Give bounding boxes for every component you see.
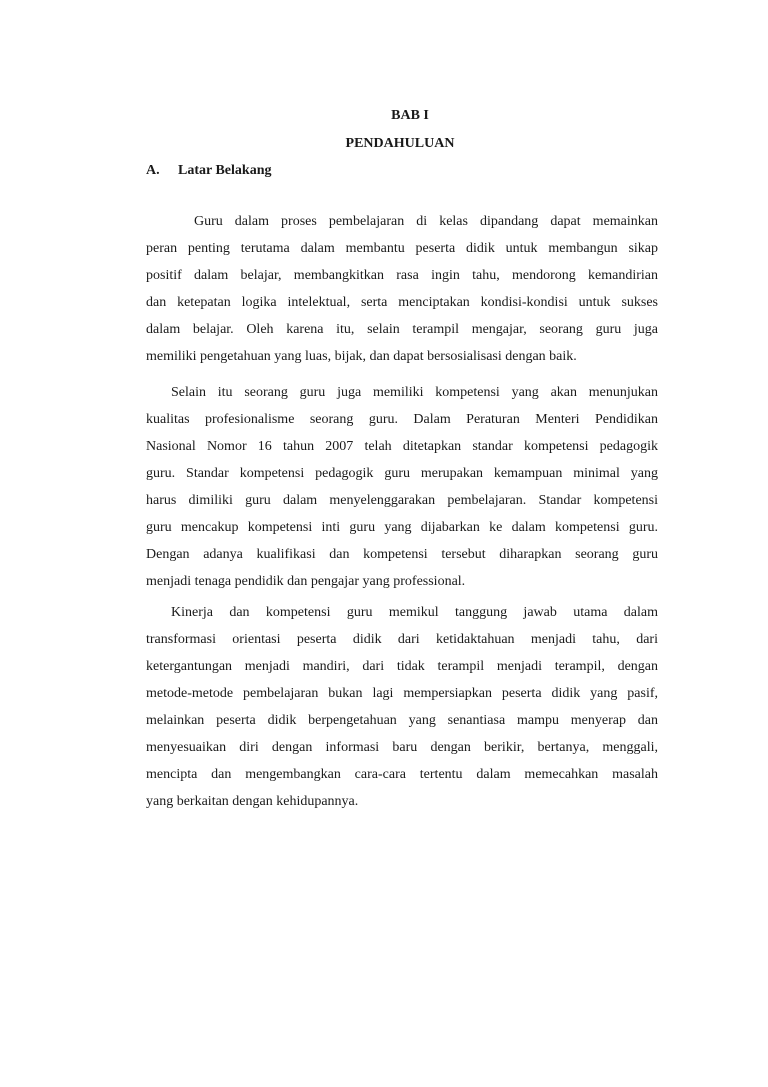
- paragraph-3: [146, 599, 658, 815]
- paragraph-line: Selain itu seorang guru juga memiliki kompetensi yang akan menunjukan: [171, 385, 658, 400]
- paragraph-1: [146, 208, 658, 370]
- paragraph-line: Guru dalam proses pembelajaran di kelas dipandang dapat memainkan: [194, 214, 658, 229]
- paragraph-line: yang berkaitan dengan kehidupannya.: [146, 794, 359, 809]
- section-number: A.: [146, 163, 160, 178]
- paragraph-line: harus dimiliki guru dalam menyelenggarakan pembelajaran. Standar kompetensi: [146, 493, 658, 508]
- chapter-title: PENDAHULUAN: [345, 136, 455, 151]
- paragraph-line: Kinerja dan kompetensi guru memikul tanggung jawab utama dalam: [171, 605, 658, 620]
- paragraph-line: positif dalam belajar, membangkitkan rasa ingin tahu, mendorong kemandirian: [146, 268, 658, 283]
- paragraph-line: guru mencakup kompetensi inti guru yang dijabarkan ke dalam kompetensi guru.: [146, 520, 658, 535]
- paragraph-line: ketergantungan menjadi mandiri, dari tidak terampil menjadi terampil, dengan: [146, 659, 658, 674]
- paragraph-line: menjadi tenaga pendidik dan pengajar yang professional.: [146, 574, 466, 589]
- paragraph-line: metode-metode pembelajaran bukan lagi mempersiapkan peserta didik yang pasif,: [146, 686, 658, 701]
- paragraph-line: dalam belajar. Oleh karena itu, selain terampil mengajar, seorang guru juga: [146, 322, 658, 337]
- section-title: Latar Belakang: [178, 163, 272, 178]
- paragraph-line: memiliki pengetahuan yang luas, bijak, dan dapat bersosialisasi dengan baik.: [146, 349, 577, 364]
- paragraph-line: guru. Standar kompetensi pedagogik guru merupakan kemampuan minimal yang: [146, 466, 658, 481]
- paragraph-line: mencipta dan mengembangkan cara-cara tertentu dalam memecahkan masalah: [146, 767, 658, 782]
- paragraph-line: kualitas profesionalisme seorang guru. Dalam Peraturan Menteri Pendidikan: [146, 412, 658, 427]
- paragraph-line: menyesuaikan diri dengan informasi baru dengan berikir, bertanya, menggali,: [146, 740, 658, 755]
- section-heading: [146, 163, 271, 179]
- paragraph-line: melainkan peserta didik berpengetahuan yang senantiasa mampu menyerap dan: [146, 713, 658, 728]
- chapter-number: BAB I: [391, 108, 429, 123]
- paragraph-line: peran penting terutama dalam membantu peserta didik untuk membangun sikap: [146, 241, 658, 256]
- paragraph-2: [146, 379, 658, 595]
- paragraph-line: Nasional Nomor 16 tahun 2007 telah ditetapkan standar kompetensi pedagogik: [146, 439, 658, 454]
- paragraph-line: transformasi orientasi peserta didik dari ketidaktahuan menjadi tahu, dari: [146, 632, 658, 647]
- paragraph-line: Dengan adanya kualifikasi dan kompetensi tersebut diharapkan seorang guru: [146, 547, 658, 562]
- paragraph-line: dan ketepatan logika intelektual, serta menciptakan kondisi-kondisi untuk sukses: [146, 295, 658, 310]
